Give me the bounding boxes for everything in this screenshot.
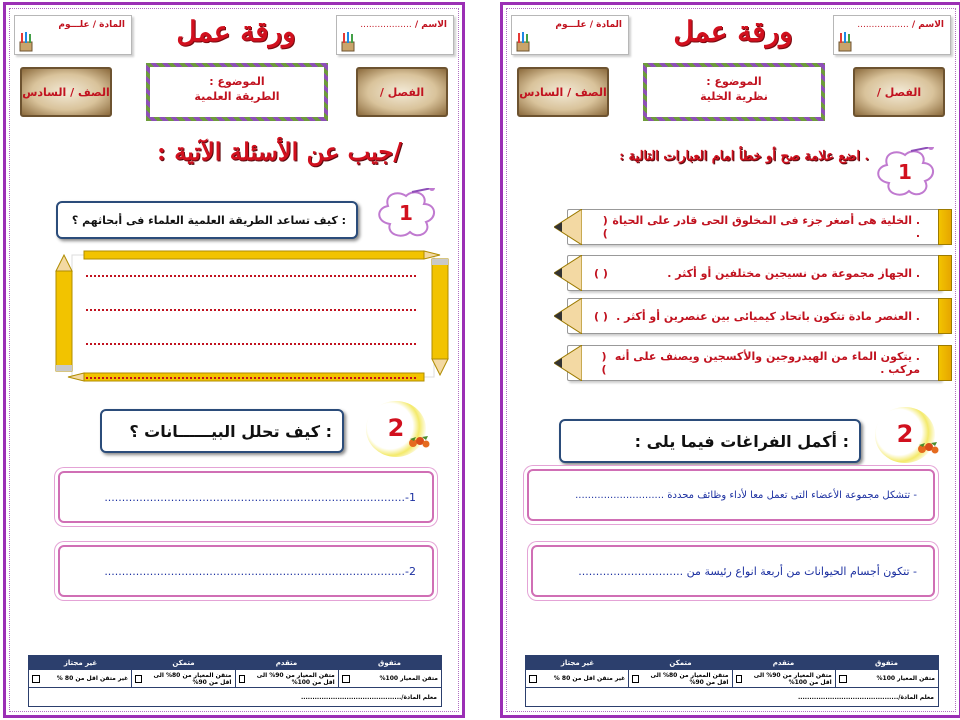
- class-banner: الفصل /: [356, 67, 448, 117]
- rubric-header: [29, 656, 441, 670]
- rubric-cell: [29, 670, 131, 687]
- berries-icon: [408, 435, 430, 449]
- rubric-criteria-row: [29, 670, 441, 688]
- pencil-tip-icon: [554, 255, 582, 291]
- answer-line[interactable]: [86, 343, 416, 345]
- grade-banner: الصف / السادس: [517, 67, 609, 117]
- question-box: [100, 409, 344, 453]
- answer-box[interactable]: [527, 469, 935, 521]
- true-false-item: [567, 345, 941, 381]
- rubric-criterion: متقن المعيار من 90% الى اقل من 100%: [753, 671, 832, 686]
- pencil-end: [938, 209, 952, 245]
- pencil-frame: [44, 249, 452, 383]
- fill-blank-text: - تتشكل مجموعة الأعضاء التى تعمل معا لأداء وظائف محددة ............................: [575, 489, 917, 501]
- pencil-cup-icon: [340, 32, 356, 52]
- rubric-cell: [235, 670, 338, 687]
- topic-box: [146, 63, 328, 121]
- rubric-level: متقدم: [772, 659, 795, 667]
- topic-label: الموضوع :: [706, 75, 762, 88]
- answer-line[interactable]: [86, 275, 416, 277]
- topic-value: نظرية الخلية: [700, 90, 768, 103]
- question-number-badge: [366, 401, 426, 457]
- assessment-rubric: [28, 655, 442, 707]
- pencil-cup-icon: [18, 32, 34, 52]
- subject-field: [14, 15, 132, 55]
- rubric-checkbox[interactable]: [839, 675, 847, 683]
- answer-dots: 2-......................................................................................: [104, 564, 416, 578]
- rubric-criterion: متقن المعيار 100%: [876, 675, 935, 682]
- rubric-checkbox[interactable]: [342, 675, 350, 683]
- statement-text: . الجهاز مجموعة من نسيجين مختلفين أو أكثر .: [667, 266, 920, 280]
- question-number-badge: [875, 407, 935, 463]
- worksheet-title: ورقة عمل: [673, 15, 793, 48]
- pencil-end: [938, 255, 952, 291]
- rubric-level: متمكن: [172, 659, 195, 667]
- rubric-checkbox[interactable]: [736, 675, 742, 683]
- assessment-rubric: [525, 655, 939, 707]
- name-dots: ..................: [857, 20, 909, 30]
- name-dots: ..................: [360, 20, 412, 30]
- subject-field: [511, 15, 629, 55]
- topic-label: الموضوع :: [209, 75, 265, 88]
- answer-parens[interactable]: ( ): [602, 214, 608, 240]
- question-number: 1: [898, 160, 912, 184]
- answer-box[interactable]: [58, 471, 434, 523]
- name-label: الاسم /: [414, 20, 447, 30]
- pencil-tip-icon: [554, 298, 582, 334]
- rubric-cell: [338, 670, 441, 687]
- rubric-criterion: متقن المعيار من 90% الى اقل من 100%: [256, 671, 335, 686]
- rubric-checkbox[interactable]: [529, 675, 537, 683]
- name-field[interactable]: [336, 15, 454, 55]
- rubric-criterion: غير متقن اقل من 80 %: [56, 675, 129, 682]
- rubric-cell: [835, 670, 938, 687]
- question-text: : أكمل الفراغات فيما يلى :: [634, 431, 849, 451]
- grade-banner: الصف / السادس: [20, 67, 112, 117]
- pencil-tip-icon: [554, 209, 582, 245]
- rubric-header: [526, 656, 938, 670]
- question-number: 2: [896, 420, 914, 448]
- instructions-heading: . اضع علامة صح أو خطأ امام العبارات التالية :: [619, 149, 869, 164]
- question-box: [56, 201, 358, 239]
- topic-value: الطريقة العلمية: [194, 90, 280, 103]
- answer-line[interactable]: [86, 309, 416, 311]
- rubric-cell: [628, 670, 731, 687]
- rubric-criterion: متقن المعيار من 80% الى اقل من 90%: [153, 671, 232, 686]
- answer-box[interactable]: [58, 545, 434, 597]
- true-false-item: [567, 209, 941, 245]
- rubric-cell: [732, 670, 835, 687]
- class-banner: الفصل /: [853, 67, 945, 117]
- rubric-level: متفوق: [875, 659, 898, 667]
- pencil-tip-icon: [554, 345, 582, 381]
- worksheet-title: ورقة عمل: [176, 15, 296, 48]
- question-number: 1: [399, 201, 413, 225]
- rubric-checkbox[interactable]: [239, 675, 245, 683]
- rubric-level: متفوق: [378, 659, 401, 667]
- rubric-criterion: متقن المعيار من 80% الى اقل من 90%: [650, 671, 729, 686]
- rubric-level: غير مجتاز: [63, 659, 98, 667]
- rubric-level: متقدم: [275, 659, 298, 667]
- name-field[interactable]: [833, 15, 951, 55]
- question-number-badge: [871, 147, 939, 199]
- rubric-cell: [131, 670, 234, 687]
- teacher-signature[interactable]: معلم المادة/............................................: [300, 693, 437, 701]
- question-box: [559, 419, 861, 463]
- answer-parens[interactable]: ( ): [594, 266, 608, 280]
- rubric-checkbox[interactable]: [135, 675, 142, 683]
- answer-parens[interactable]: ( ): [594, 309, 608, 323]
- question-number-badge: [372, 188, 440, 240]
- rubric-level: متمكن: [669, 659, 692, 667]
- pencil-cup-icon: [515, 32, 531, 52]
- name-label: الاسم /: [911, 20, 944, 30]
- worksheet-left: [3, 2, 465, 718]
- subject-label: المادة / علـــوم: [555, 20, 622, 30]
- question-text: : كيف تساعد الطريقة العلمية العلماء فى أبحاثهم ؟: [71, 213, 346, 227]
- rubric-criterion: غير متقن اقل من 80 %: [553, 675, 626, 682]
- answer-dots: 1-......................................................................................: [104, 490, 416, 504]
- question-number: 2: [387, 414, 405, 442]
- rubric-criterion: متقن المعيار 100%: [379, 675, 438, 682]
- answer-box[interactable]: [531, 545, 935, 597]
- topic-box: [643, 63, 825, 121]
- statement-text: . يتكون الماء من الهيدروجين والأكسجين ويصنف على أنه مركب .: [614, 350, 920, 376]
- worksheet-right: [500, 2, 960, 718]
- rubric-level: غير مجتاز: [560, 659, 595, 667]
- rubric-criteria-row: [526, 670, 938, 688]
- rubric-cell: [526, 670, 628, 687]
- answer-parens[interactable]: ( ): [601, 350, 607, 376]
- statement-text: . العنصر مادة تتكون باتحاد كيميائى بين عنصرين أو أكثر .: [616, 309, 920, 323]
- fill-blank-text: - تتكون أجسام الحيوانات من أربعة انواع رئيسة من ..............................: [578, 564, 917, 578]
- pencil-end: [938, 345, 952, 381]
- teacher-signature[interactable]: معلم المادة/............................................: [797, 693, 934, 701]
- instructions-heading: /جيب عن الأسئلة الآتية :: [157, 137, 402, 166]
- pencil-end: [938, 298, 952, 334]
- subject-label: المادة / علـــوم: [58, 20, 125, 30]
- berries-icon: [917, 441, 939, 455]
- true-false-item: [567, 255, 941, 291]
- pencil-cup-icon: [837, 32, 853, 52]
- question-text: : كيف تحلل البيــــــانات ؟: [129, 421, 332, 441]
- statement-text: . الخلية هى أصغر جزء فى المخلوق الحى قادر على الحياة .: [612, 214, 920, 240]
- answer-line[interactable]: [86, 377, 416, 379]
- rubric-checkbox[interactable]: [632, 675, 639, 683]
- rubric-checkbox[interactable]: [32, 675, 40, 683]
- true-false-item: [567, 298, 941, 334]
